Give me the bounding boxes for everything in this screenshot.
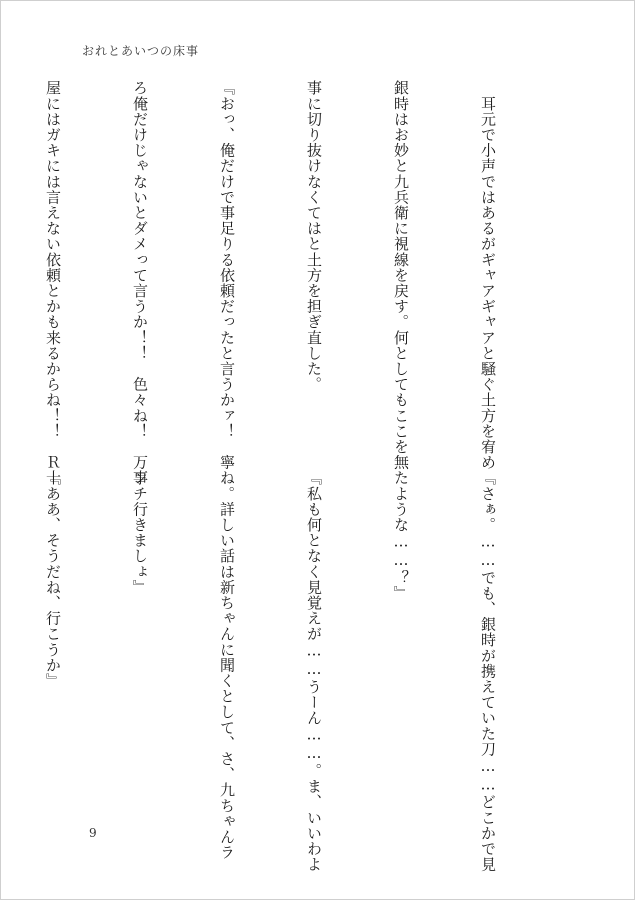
- vertical-text-block-bottom: [44, 470, 560, 872]
- text-line: 『おっ、俺だけで事足りる依頼だったと言うかァ！ 寧: [218, 80, 236, 470]
- page-number: 9: [89, 826, 97, 840]
- text-line: たような……？』: [392, 470, 410, 601]
- text-line: 事に切り抜けなくてはと土方を担ぎ直した。: [305, 80, 323, 392]
- text-line: 屋にはガキには言えない依頼とかも来るからね！！ Ｒ十: [44, 80, 62, 486]
- text-line: ンチ行きましょ』: [131, 470, 149, 595]
- text-line: ね。詳しい話は新ちゃんに聞くとして、さ、九ちゃんラ: [218, 470, 236, 860]
- text-line: 『私も何となく見覚えが……うーん……。ま、いいわよ: [305, 470, 323, 872]
- text-line: 耳元で小声ではあるがギャアギャアと騒ぐ土方を宥め: [479, 80, 497, 470]
- running-header: おれとあいつの床事: [82, 44, 200, 58]
- text-line: 『さぁ。……でも、銀時が携えていた刀……どこかで見: [479, 470, 497, 872]
- text-line: ろ俺だけじゃないとダメって言うか！！ 色々ね！ 万事: [131, 80, 149, 486]
- text-line: 銀時はお妙と九兵衛に視線を戻す。何としてもここを無: [392, 80, 410, 470]
- vertical-text-block-top: [44, 80, 560, 486]
- text-line: 『ああ、そうだね、行こうか』: [44, 470, 62, 689]
